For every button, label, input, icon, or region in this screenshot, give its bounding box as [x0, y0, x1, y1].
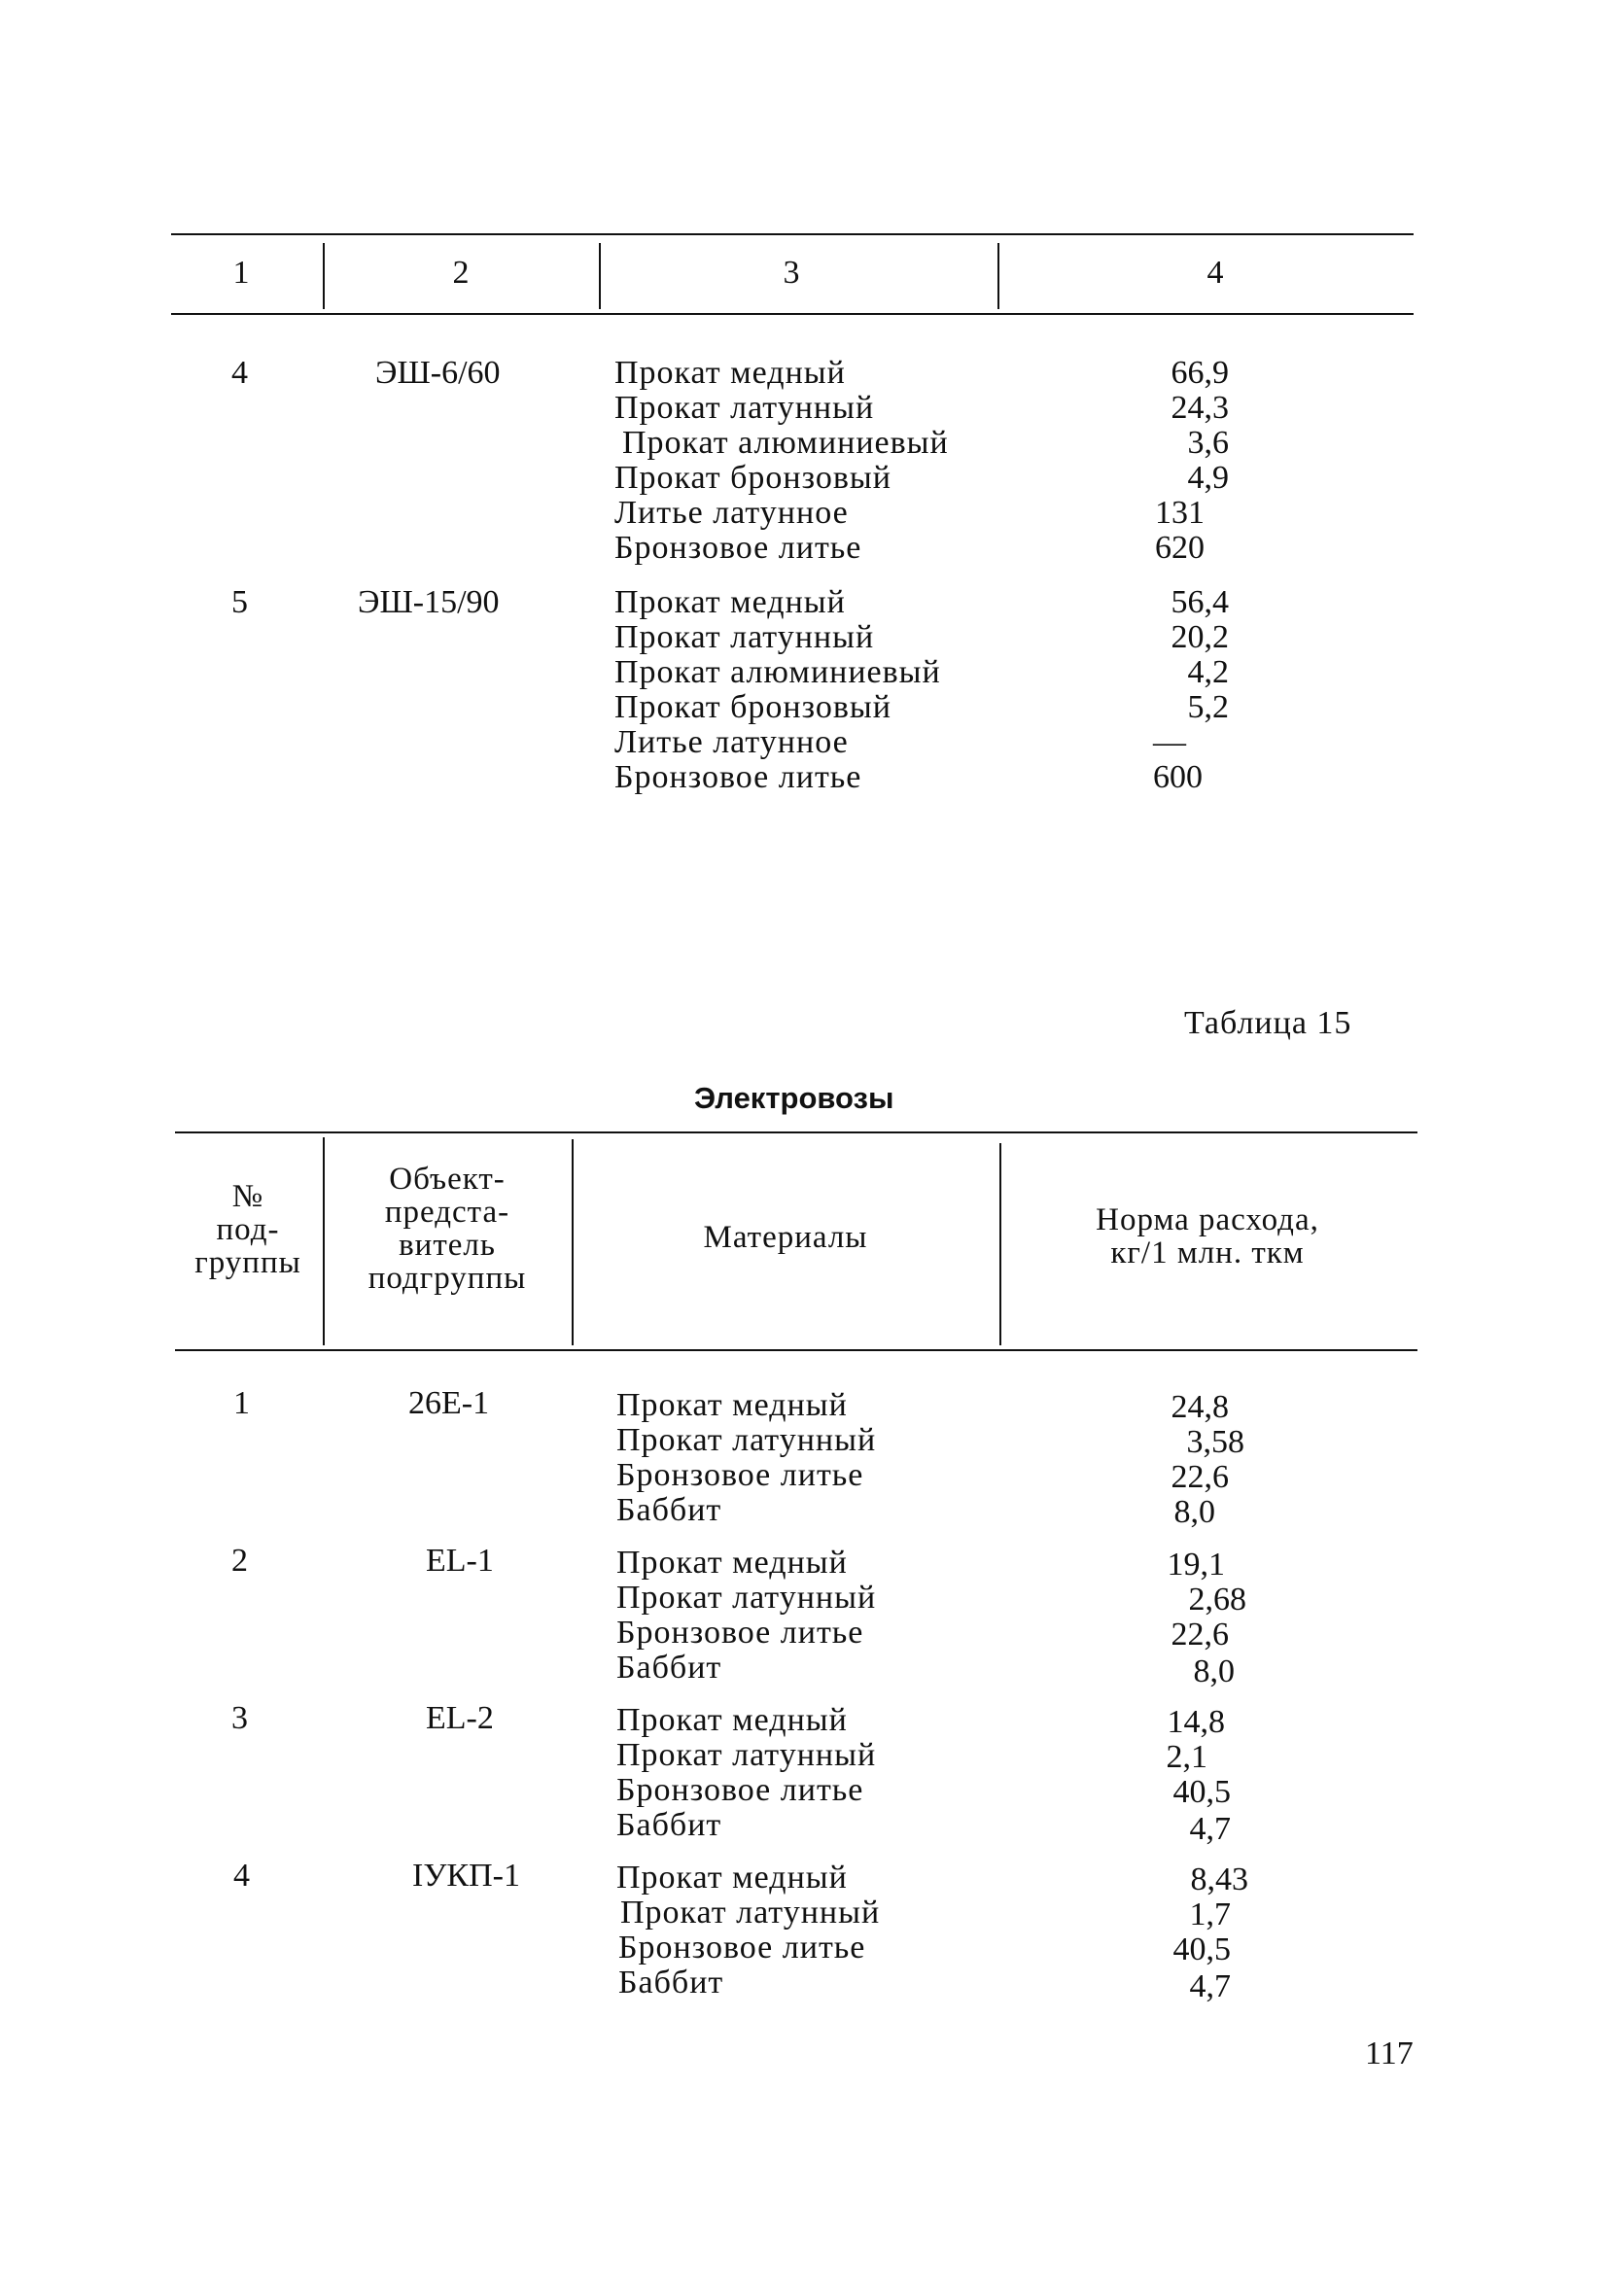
header-consumption-norm: Норма расхода, кг/1 млн. ткм: [1096, 1202, 1319, 1270]
table-header-bottom-rule: [175, 1349, 1417, 1351]
column-number-3: 3: [783, 255, 800, 291]
material-name: Прокат латунный: [620, 1895, 881, 1931]
consumption-value: 8,0: [1173, 1494, 1215, 1530]
consumption-value: 40,5: [1172, 1931, 1231, 1967]
material-name: Бронзовое литье: [614, 530, 862, 566]
material-name: Прокат латунный: [616, 1422, 877, 1458]
material-name: Баббит: [616, 1650, 722, 1686]
consumption-value: 19,1: [1167, 1547, 1225, 1583]
material-name: Прокат алюминиевый: [614, 654, 941, 690]
consumption-value: 22,6: [1171, 1617, 1229, 1652]
material-name: Бронзовое литье: [614, 759, 862, 795]
material-name: Литье латунное: [614, 495, 849, 531]
table-header-bottom-rule: [171, 313, 1414, 315]
consumption-value: 600: [1153, 759, 1203, 795]
material-name: Бронзовое литье: [616, 1457, 864, 1493]
material-name: Прокат медный: [616, 1702, 848, 1738]
object-representative: IУКП-1: [412, 1858, 520, 1894]
material-name: Бронзовое литье: [616, 1772, 864, 1808]
consumption-value: 8,43: [1190, 1861, 1248, 1897]
subgroup-number: 2: [231, 1543, 248, 1579]
consumption-value: 1,7: [1189, 1896, 1231, 1932]
consumption-value: 24,8: [1171, 1389, 1229, 1425]
consumption-value: 14,8: [1167, 1704, 1225, 1740]
object-representative: ЭШ-15/90: [358, 584, 500, 620]
header-materials: Материалы: [703, 1220, 868, 1255]
consumption-value: 22,6: [1171, 1459, 1229, 1495]
consumption-value: 2,68: [1188, 1582, 1246, 1618]
consumption-value: 4,7: [1189, 1811, 1231, 1847]
object-representative: ЕL-1: [426, 1543, 494, 1579]
object-representative: ЕL-2: [426, 1700, 494, 1736]
table-top-rule: [175, 1131, 1417, 1133]
material-name: Прокат медный: [616, 1860, 848, 1896]
header-subgroup-number: № под- группы: [194, 1179, 301, 1280]
header-object-representative: Объект- предста- витель подгруппы: [367, 1162, 527, 1296]
consumption-value: 4,2: [1187, 654, 1229, 690]
consumption-value: 56,4: [1171, 584, 1229, 620]
material-name: Прокат бронзовый: [614, 689, 891, 725]
material-name: Прокат латунный: [616, 1737, 877, 1773]
material-name: Бронзовое литье: [616, 1615, 864, 1651]
material-name: Баббит: [616, 1492, 722, 1528]
material-name: Прокат медный: [614, 355, 846, 391]
table-top-rule: [171, 233, 1414, 235]
material-name: Прокат латунный: [614, 390, 875, 426]
subgroup-number: 4: [231, 355, 248, 391]
column-divider: [997, 243, 999, 309]
column-divider: [323, 243, 325, 309]
consumption-value: 4,9: [1187, 460, 1229, 496]
material-name: Прокат алюминиевый: [622, 425, 949, 461]
object-representative: ЭШ-6/60: [375, 355, 501, 391]
consumption-value: 40,5: [1172, 1774, 1231, 1810]
object-representative: 26Е-1: [408, 1385, 490, 1421]
material-name: Прокат медный: [616, 1545, 848, 1581]
material-name: Бронзовое литье: [618, 1930, 866, 1966]
subgroup-number: 4: [233, 1858, 250, 1894]
table-caption: Таблица 15: [1184, 1005, 1352, 1041]
material-name: Прокат медный: [614, 584, 846, 620]
material-name: Баббит: [618, 1965, 724, 2000]
consumption-value: 2,1: [1166, 1739, 1207, 1775]
column-number-1: 1: [232, 255, 250, 291]
column-number-4: 4: [1206, 255, 1224, 291]
consumption-value: 131: [1155, 495, 1205, 531]
material-name: Прокат латунный: [616, 1580, 877, 1616]
material-name: Баббит: [616, 1807, 722, 1843]
consumption-value: 4,7: [1189, 1968, 1231, 2004]
consumption-value: 3,58: [1186, 1424, 1244, 1460]
material-name: Литье латунное: [614, 724, 849, 760]
column-number-2: 2: [452, 255, 470, 291]
material-name: Прокат латунный: [614, 619, 875, 655]
material-name: Прокат медный: [616, 1387, 848, 1423]
table-title: Электровозы: [694, 1081, 894, 1115]
consumption-value: —: [1153, 724, 1186, 760]
subgroup-number: 1: [233, 1385, 250, 1421]
material-name: Прокат бронзовый: [614, 460, 891, 496]
consumption-value: 620: [1155, 530, 1205, 566]
subgroup-number: 5: [231, 584, 248, 620]
consumption-value: 24,3: [1171, 390, 1229, 426]
consumption-value: 5,2: [1187, 689, 1229, 725]
consumption-value: 66,9: [1171, 355, 1229, 391]
consumption-value: 20,2: [1171, 619, 1229, 655]
consumption-value: 3,6: [1187, 425, 1229, 461]
subgroup-number: 3: [231, 1700, 248, 1736]
consumption-value: 8,0: [1193, 1653, 1235, 1689]
page-number: 117: [1365, 2035, 1414, 2071]
column-divider: [599, 243, 601, 309]
